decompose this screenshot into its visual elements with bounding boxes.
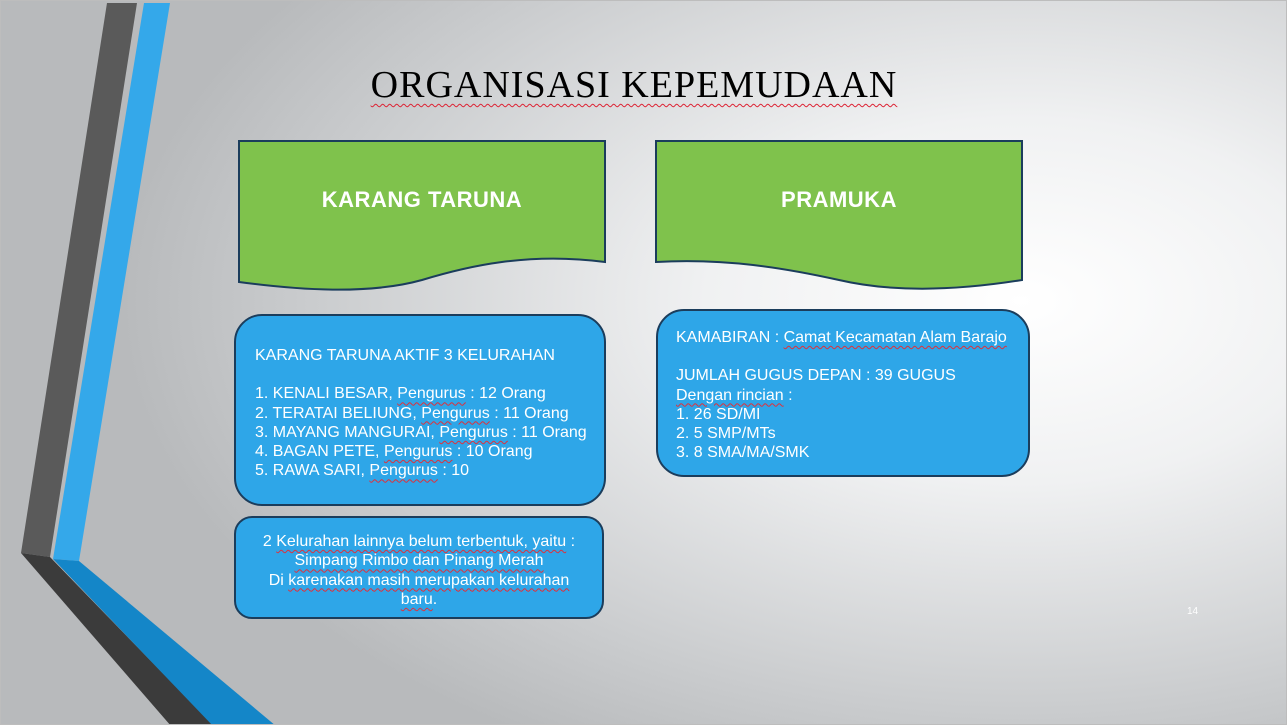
karang-taruna-header-shape [238, 140, 608, 294]
page-title: ORGANISASI KEPEMUDAAN [370, 64, 898, 106]
list-item: 2. 5 SMP/MTs [676, 425, 776, 443]
kamabiran: KAMABIRAN : Camat Kecamatan Alam Barajo [676, 329, 1007, 346]
gugus-count: JUMLAH GUGUS DEPAN : 39 GUGUS [676, 367, 956, 385]
pramuka-header: PRAMUKA [781, 187, 897, 212]
decorative-stripes [1, 1, 1287, 725]
list-item: 1. KENALI BESAR, Pengurus : 12 Orang [255, 385, 546, 403]
list-item: 1. 26 SD/MI [676, 405, 761, 423]
list-item: 3. 8 SMA/MA/SMK [676, 444, 810, 462]
page-number: 14 [1187, 606, 1199, 617]
karang-taruna-header: KARANG TARUNA [321, 187, 523, 212]
pramuka-info-box: KAMABIRAN : Camat Kecamatan Alam Barajo JUMLAH GUGUS DEPAN : 39 GUGUS Dengan rincian : 1. 26 SD/MI 2. 5 SMP/MTs 3. 8 SMA/MA/SMK [656, 309, 1030, 477]
karang-taruna-list-box [234, 314, 606, 506]
list-item: 4. BAGAN PETE, Pengurus : 10 Orang [255, 443, 533, 461]
list-item: 3. MAYANG MANGURAI, Pengurus : 11 Orang [255, 423, 587, 441]
karang-taruna-note-box: 2 Kelurahan lainnya belum terbentuk, yaitu : Simpang Rimbo dan Pinang Merah Di karenakan masih merupakan kelurahan baru. [234, 516, 604, 619]
stripe-gray-lower [21, 553, 214, 725]
list-item: 2. TERATAI BELIUNG, Pengurus : 11 Orang [255, 404, 569, 422]
list-item: 5. RAWA SARI, Pengurus : 10 [255, 462, 470, 480]
karang-taruna-intro: KARANG TARUNA AKTIF 3 KELURAHAN [255, 347, 555, 364]
pramuka-header-shape [655, 140, 1025, 294]
